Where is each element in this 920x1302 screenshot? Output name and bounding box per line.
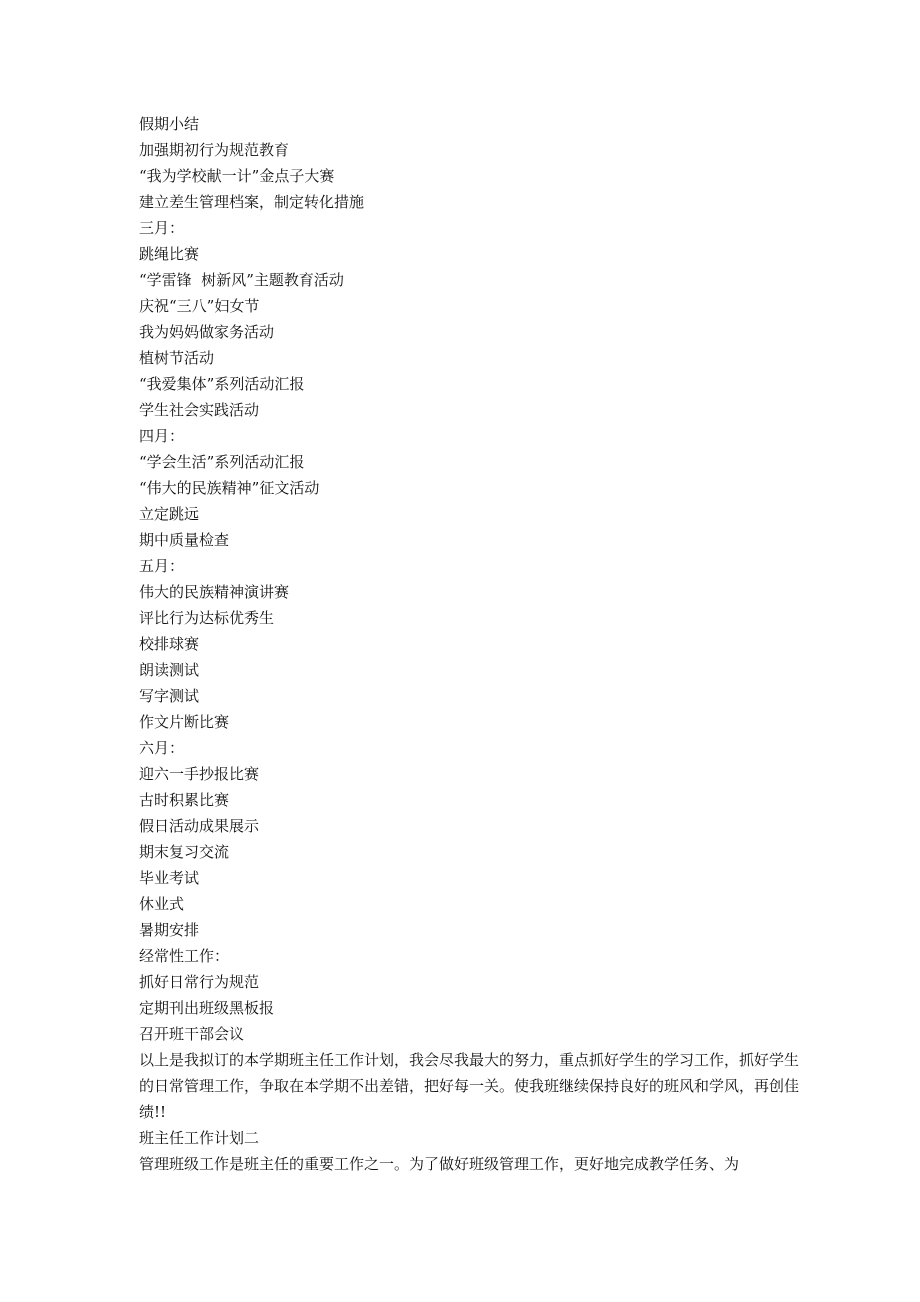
text-line: 建立差生管理档案，制定转化措施 — [139, 193, 365, 211]
text-line: 作文片断比赛 — [139, 713, 230, 731]
text-line: 抓好日常行为规范 — [139, 973, 260, 991]
text-line: 休业式 — [139, 895, 185, 913]
section-heading-june: 六月： — [139, 739, 185, 757]
section-heading-regular-work: 经常性工作： — [139, 947, 230, 965]
text-line: “伟大的民族精神”征文活动 — [139, 479, 320, 497]
text-line: 立定跳远 — [139, 505, 200, 523]
text-line: 迎六一手抄报比赛 — [139, 765, 260, 783]
text-line: 定期刊出班级黑板报 — [139, 999, 275, 1017]
text-line: 跳绳比赛 — [139, 245, 200, 263]
text-line: 评比行为达标优秀生 — [139, 609, 275, 627]
section-heading-may: 五月： — [139, 557, 185, 575]
text-line: 学生社会实践活动 — [139, 401, 260, 419]
text-line: 伟大的民族精神演讲赛 — [139, 583, 290, 601]
text-line: 期中质量检查 — [139, 531, 230, 549]
text-line: 写字测试 — [139, 687, 200, 705]
text-line: 召开班干部会议 — [139, 1025, 245, 1043]
text-line: 植树节活动 — [139, 349, 215, 367]
closing-paragraph: 以上是我拟订的本学期班主任工作计划，我会尽我最大的努力，重点抓好学生的学习工作，抓好学生的日常管理工作，争取在本学期不出差错，把好每一关。使我班继续保持良好的班风和学风，再创佳绩!! — [139, 1051, 800, 1121]
text-line: 加强期初行为规范教育 — [139, 141, 290, 159]
second-plan-title: 班主任工作计划二 — [139, 1129, 260, 1147]
document-page — [139, 111, 799, 1177]
text-line: 校排球赛 — [139, 635, 200, 653]
section-heading-april: 四月： — [139, 427, 185, 445]
text-line: “学会生活”系列活动汇报 — [139, 453, 305, 471]
text-line: 古时积累比赛 — [139, 791, 230, 809]
second-plan-intro: 管理班级工作是班主任的重要工作之一。为了做好班级管理工作，更好地完成教学任务、为 — [139, 1155, 740, 1173]
section-heading-march: 三月： — [139, 219, 185, 237]
text-line: 暑期安排 — [139, 921, 200, 939]
text-line: 我为妈妈做家务活动 — [139, 323, 275, 341]
text-line: 庆祝“三八”妇女节 — [139, 297, 260, 315]
text-line: “我爱集体”系列活动汇报 — [139, 375, 305, 393]
text-line: 假期小结 — [139, 115, 200, 133]
text-line: “学雷锋 树新风”主题教育活动 — [139, 271, 344, 289]
text-line: 假日活动成果展示 — [139, 817, 260, 835]
text-line: 朗读测试 — [139, 661, 200, 679]
text-line: “我为学校献一计”金点子大赛 — [139, 167, 335, 185]
text-line: 毕业考试 — [139, 869, 200, 887]
text-line: 期末复习交流 — [139, 843, 230, 861]
